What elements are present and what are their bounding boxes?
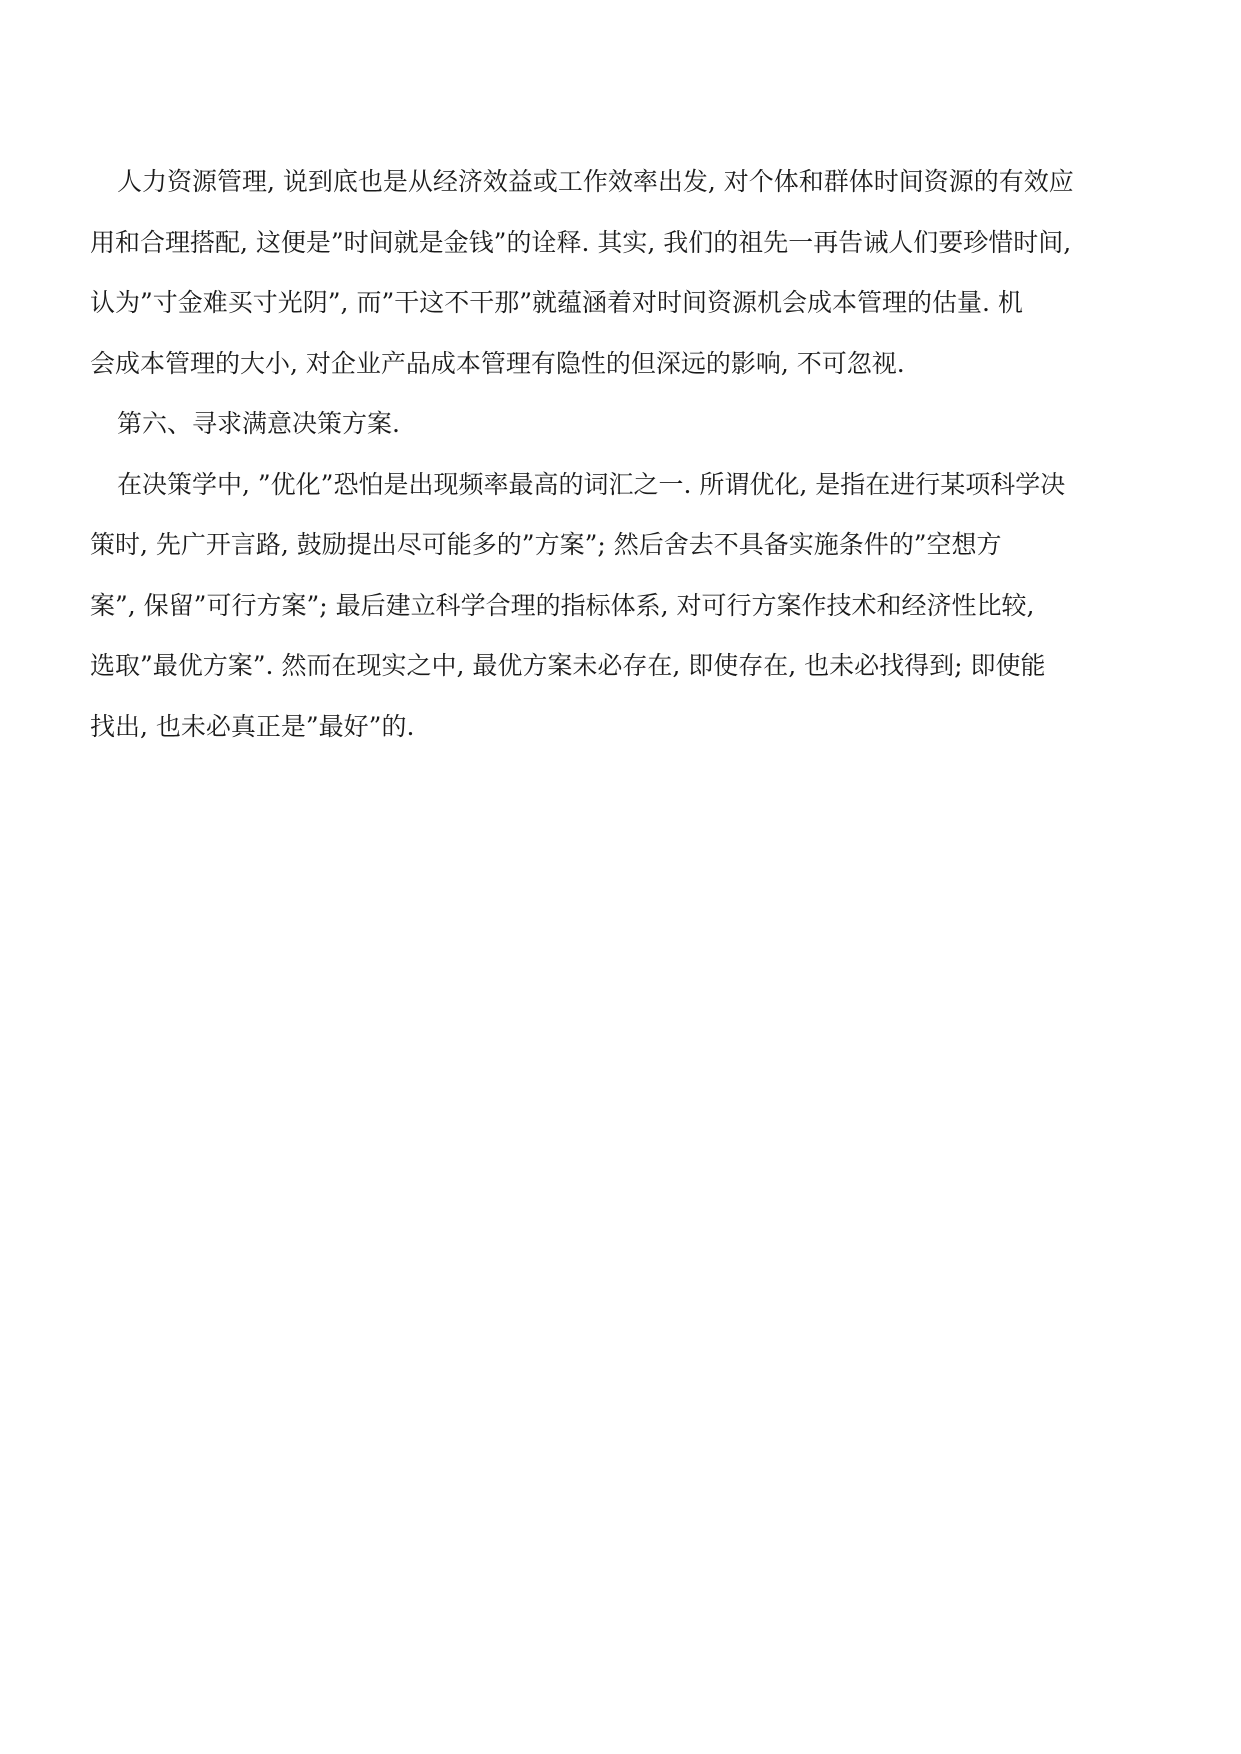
paragraph-line: 找出, 也未必真正是”最好”的. — [90, 711, 415, 741]
paragraph-line: 在决策学中, ”优化”恐怕是出现频率最高的词汇之一. 所谓优化, 是指在进行某项科学决 — [117, 469, 1066, 499]
paragraph-line: 用和合理搭配, 这便是”时间就是金钱”的诠释. 其实, 我们的祖先一再告诫人们要珍惜时间, — [90, 227, 1072, 257]
paragraph-line: 会成本管理的大小, 对企业产品成本管理有隐性的但深远的影响, 不可忽视. — [90, 348, 905, 378]
paragraph-line: 人力资源管理, 说到底也是从经济效益或工作效率出发, 对个体和群体时间资源的有效应 — [117, 167, 1074, 196]
document-body — [90, 152, 1160, 757]
paragraph-line: 认为”寸金难买寸光阴”, 而”干这不干那”就蕴涵着对时间资源机会成本管理的估量. 机 — [90, 288, 1023, 317]
section-heading: 第六、寻求满意决策方案. — [117, 409, 400, 438]
paragraph-line: 选取”最优方案”. 然而在现实之中, 最优方案未必存在, 即使存在, 也未必找得到; 即使能 — [90, 651, 1046, 680]
paragraph-line: 策时, 先广开言路, 鼓励提出尽可能多的”方案”; 然后舍去不具备实施条件的”空想方 — [90, 530, 1002, 559]
paragraph-line: 案”, 保留”可行方案”; 最后建立科学合理的指标体系, 对可行方案作技术和经济性比较, — [90, 590, 1035, 620]
